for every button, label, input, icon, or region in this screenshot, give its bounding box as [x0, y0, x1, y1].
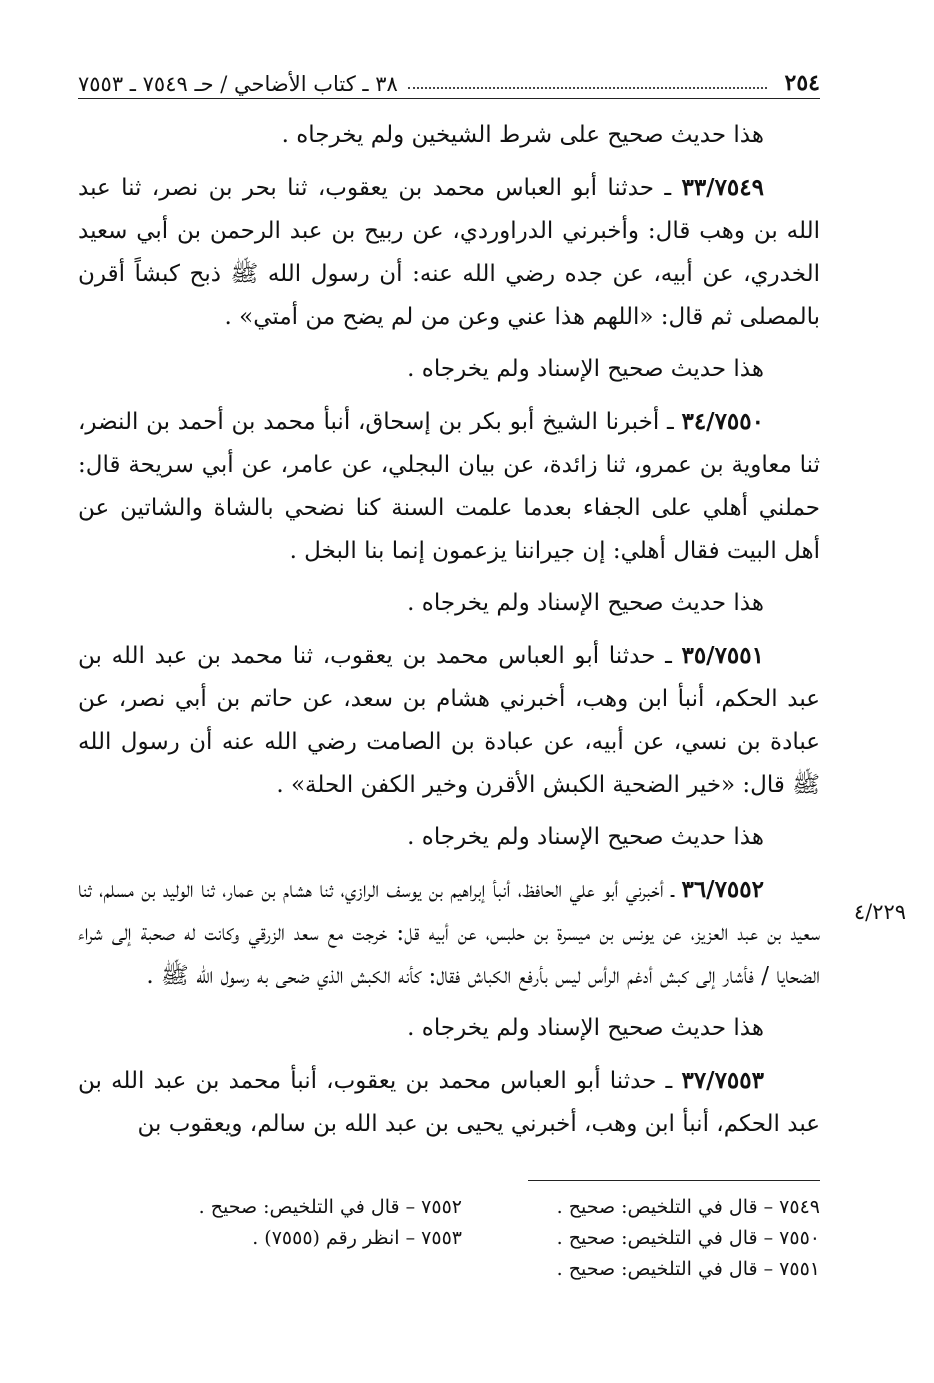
hadith-text: ـ حدثنا أبو العباس محمد بن يعقوب، ثنا بحر بن نصر، ثنا عبد الله بن وهب قال: وأخبرني الدراوردي، عن ربيح بن عبد الرحمن بن أبي سعيد الخدري، عن أبيه، عن جده رضي الله عنه: أن رسول الله ﷺ ذبح كبشاً أقرن بالمصلى ثم قال: «اللهم هذا عني وعن من لم يضح من أمتي» . [78, 175, 820, 330]
footnotes-left-column [90, 1192, 462, 1254]
hadith-text: ـ حدثنا أبو العباس محمد بن يعقوب، ثنا محمد بن عبد الله بن عبد الحكم، أنبأ ابن وهب، أخبرني هشام بن سعد، عن حاتم بن أبي نصر، عن عبادة بن نسي، عن أبيه، عن عبادة بن الصامت رضي الله عنه أن رسول الله ﷺ قال: «خير الضحية الكبش الأقرن وخير الكفن الحلة» . [78, 643, 820, 798]
header-dotted-leader [408, 87, 767, 89]
main-text [78, 114, 820, 1155]
hadith-paragraph [78, 400, 820, 573]
hadith-paragraph [78, 868, 820, 998]
page-number: ٢٥٤ [784, 70, 820, 96]
verdict-text: هذا حديث صحيح الإسناد ولم يخرجاه . [407, 356, 764, 382]
running-header [78, 62, 820, 96]
hadith-number: ٣٤/٧٥٥٠ [681, 408, 764, 435]
verdict-paragraph [78, 582, 820, 625]
verdict-paragraph [78, 348, 820, 391]
verdict-text: هذا حديث صحيح على شرط الشيخين ولم يخرجاه . [281, 122, 764, 148]
hadith-paragraph [78, 1059, 820, 1146]
margin-volume-page-note: ٤/٢٢٩ [853, 900, 907, 924]
hadith-number: ٣٥/٧٥٥١ [681, 642, 764, 669]
header-rule [78, 98, 820, 99]
hadith-paragraph [78, 634, 820, 807]
hadith-number: ٣٣/٧٥٤٩ [681, 174, 764, 201]
footnote: ٧٥٥١ – قال في التلخيص: صحيح . [556, 1258, 820, 1280]
footnote: ٧٥٥٠ – قال في التلخيص: صحيح . [556, 1227, 820, 1249]
footnote: ٧٥٥٢ – قال في التلخيص: صحيح . [198, 1196, 462, 1218]
hadith-text: ـ أخبرنا الشيخ أبو بكر بن إسحاق، أنبأ محمد بن أحمد بن النضر، ثنا معاوية بن عمرو، ثنا زائدة، عن بيان البجلي، عن عامر، عن أبي سريحة قال: حملني أهلي على الجفاء بعدما علمت السنة كنا نضحي بالشاة والشاتين عن أهل البيت فقال أهلي: إن جيراننا يزعمون إنما بنا البخل . [78, 409, 820, 564]
verdict-paragraph [78, 114, 820, 157]
hadith-number: ٣٧/٧٥٥٣ [681, 1067, 764, 1094]
hadith-number: ٣٦/٧٥٥٢ [681, 876, 764, 903]
hadith-paragraph [78, 166, 820, 339]
footnote: ٧٥٥٣ – انظر رقم (٧٥٥٥) . [252, 1227, 462, 1249]
header-title: ٣٨ ـ كتاب الأضاحي / حـ ٧٥٤٩ ـ ٧٥٥٣ [78, 72, 398, 96]
verdict-paragraph [78, 816, 820, 859]
footnotes-right-column [470, 1192, 820, 1285]
verdict-text: هذا حديث صحيح الإسناد ولم يخرجاه . [407, 590, 764, 616]
hadith-text: ـ حدثنا أبو العباس محمد بن يعقوب، أنبأ محمد بن عبد الله بن عبد الحكم، أنبأ ابن وهب، أخبرني يحيى بن عبد الله بن سالم، ويعقوب بن [78, 1068, 820, 1137]
verdict-paragraph [78, 1007, 820, 1050]
footnote: ٧٥٤٩ – قال في التلخيص: صحيح . [556, 1196, 820, 1218]
verdict-text: هذا حديث صحيح الإسناد ولم يخرجاه . [407, 824, 764, 850]
hadith-text: ـ أخبرني أبو علي الحافظ، أنبأ إبراهيم بن يوسف الرازي، ثنا هشام بن عمار، ثنا الوليد بن مسلم، ثنا سعيد بن عبد العزيز، عن يونس بن ميسرة بن حلبس، عن أبيه قل: خرجت مع سعد الزرقي وكانت له صحبة إلى شراء الضحايا / فأشار إلى كبش أدغم الرأس ليس بأرفع الكباش فقال: كأنه الكبش الذي ضحى به رسول الله ﷺ . [78, 877, 820, 989]
verdict-text: هذا حديث صحيح الإسناد ولم يخرجاه . [407, 1015, 764, 1041]
footnote-rule [528, 1180, 820, 1181]
